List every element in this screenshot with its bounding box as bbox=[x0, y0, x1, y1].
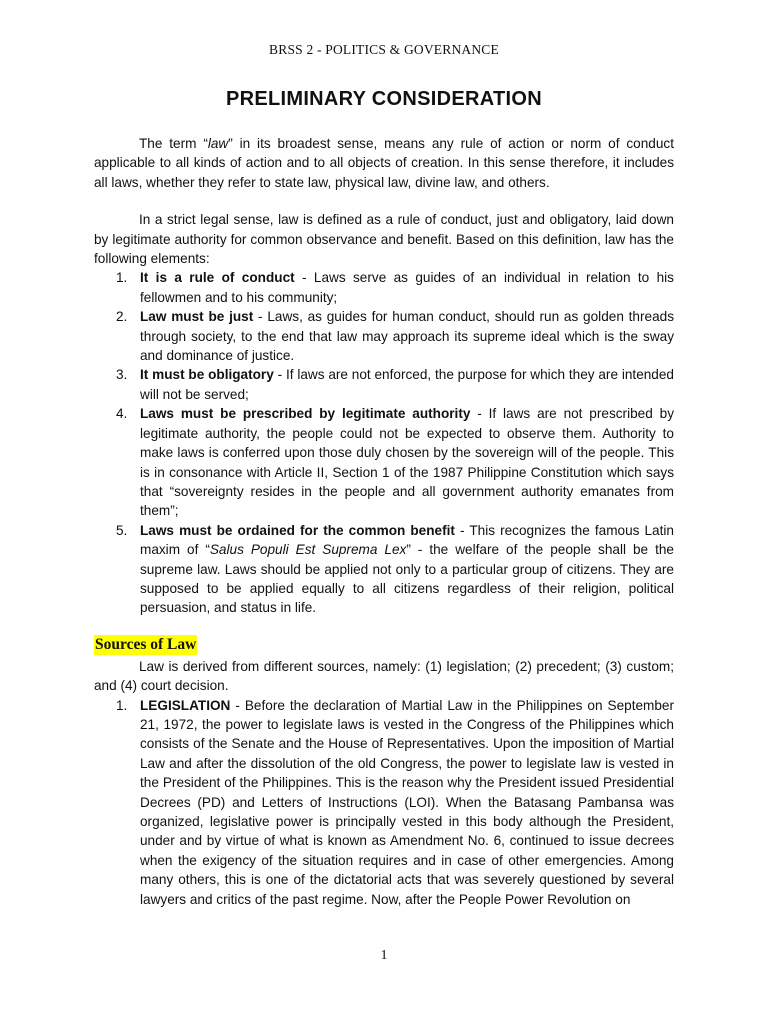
list-term: It is a rule of conduct bbox=[140, 270, 295, 286]
list-term: LEGISLATION bbox=[140, 697, 231, 713]
intro-paragraph-2: In a strict legal sense, law is defined as a rule of conduct, just and obligatory, laid down by legitimate authority for common observance and benefit. Based on this definition, law has the following elements: bbox=[94, 212, 674, 267]
list-number: 1. bbox=[116, 697, 128, 713]
list-item bbox=[94, 521, 674, 618]
section-heading-sources: Sources of Law bbox=[95, 635, 197, 653]
list-text: ” - the welfare of the people shall be the supreme law. Laws should be applied not only to a particular group of citizens. They are supposed to be applied equally to all citizens regardless of their religion, political persuasion, and status in life. bbox=[140, 542, 674, 616]
sources-intro: Law is derived from different sources, namely: (1) legislation; (2) precedent; (3) custom; and (4) court decision. bbox=[94, 658, 674, 694]
document-body bbox=[94, 134, 674, 909]
list-item bbox=[94, 365, 674, 404]
intro-text: ” in its broadest sense, means any rule of action or norm of conduct applicable to all kinds of action and to all objects of creation. In this sense therefore, it includes all laws, whether they refer to state law, physical law, divine law, and others. bbox=[94, 136, 674, 190]
list-text: - If laws are not prescribed by legitimate authority, the people could not be expected to observe them. Authority to make laws is conferred upon those duly chosen by the sovereign will of the people. This is in consonance with Article II, Section 1 of the 1987 Philippine Constitution which says that “sovereignty resides in the people and all government authority emanates from them”; bbox=[140, 406, 674, 519]
list-text: - This recognizes the famous Latin maxim of “ bbox=[140, 522, 674, 558]
intro-paragraph-1 bbox=[94, 134, 674, 192]
list-term: Laws must be prescribed by legitimate authority bbox=[140, 406, 471, 422]
list-number: 5. bbox=[116, 522, 128, 538]
list-number: 2. bbox=[116, 309, 128, 325]
list-text: - Laws serve as guides of an individual in relation to his fellowmen and to his community; bbox=[140, 270, 674, 305]
list-item bbox=[94, 307, 674, 365]
law-italic-term: law bbox=[207, 136, 229, 151]
elements-list bbox=[94, 268, 674, 617]
running-header: BRSS 2 - POLITICS & GOVERNANCE bbox=[269, 42, 499, 57]
list-term: Laws must be ordained for the common benefit bbox=[140, 522, 455, 538]
list-term: Law must be just bbox=[140, 309, 254, 325]
list-text: - Laws, as guides for human conduct, should run as golden threads through society, to the end that law may approach its supreme ideal which is the sway and dominance of justice. bbox=[140, 309, 674, 364]
list-item bbox=[94, 404, 674, 520]
list-number: 1. bbox=[116, 270, 128, 286]
list-item bbox=[94, 696, 674, 909]
list-item bbox=[94, 268, 674, 307]
page-title: PRELIMINARY CONSIDERATION bbox=[225, 88, 543, 110]
list-number: 4. bbox=[116, 406, 128, 422]
intro-text: The term “ bbox=[139, 136, 208, 151]
latin-maxim: Salus Populi Est Suprema Lex bbox=[209, 542, 407, 558]
list-text: - If laws are not enforced, the purpose for which they are intended will not be served; bbox=[140, 367, 674, 402]
sources-list bbox=[94, 696, 674, 909]
list-term: It must be obligatory bbox=[140, 367, 274, 383]
list-text: - Before the declaration of Martial Law in the Philippines on September 21, 1972, the power to legislate laws is vested in the Congress of the Philippines which consists of the Senate and the House of Representatives. Upon the imposition of Martial Law and after the dissolution of the old Congress, the power to legislate law is vested in the President of the Philippines. This is the reason why the President issued Presidential Decrees (PD) and Letters of Instructions (LOI). When the Batasang Pambansa was organized, legislative power is principally vested in this body although the President, under and by virtue of what is known as Amendment No. 6, continued to issue decrees when the exigency of the situation requires and in case of other emergencies. Among many others, this is one of the dictatorial acts that was severely questioned by several lawyers and critics of the past regime. Now, after the People Power Revolution on bbox=[140, 697, 674, 907]
page-number: 1 bbox=[380, 948, 388, 963]
list-number: 3. bbox=[116, 367, 128, 383]
